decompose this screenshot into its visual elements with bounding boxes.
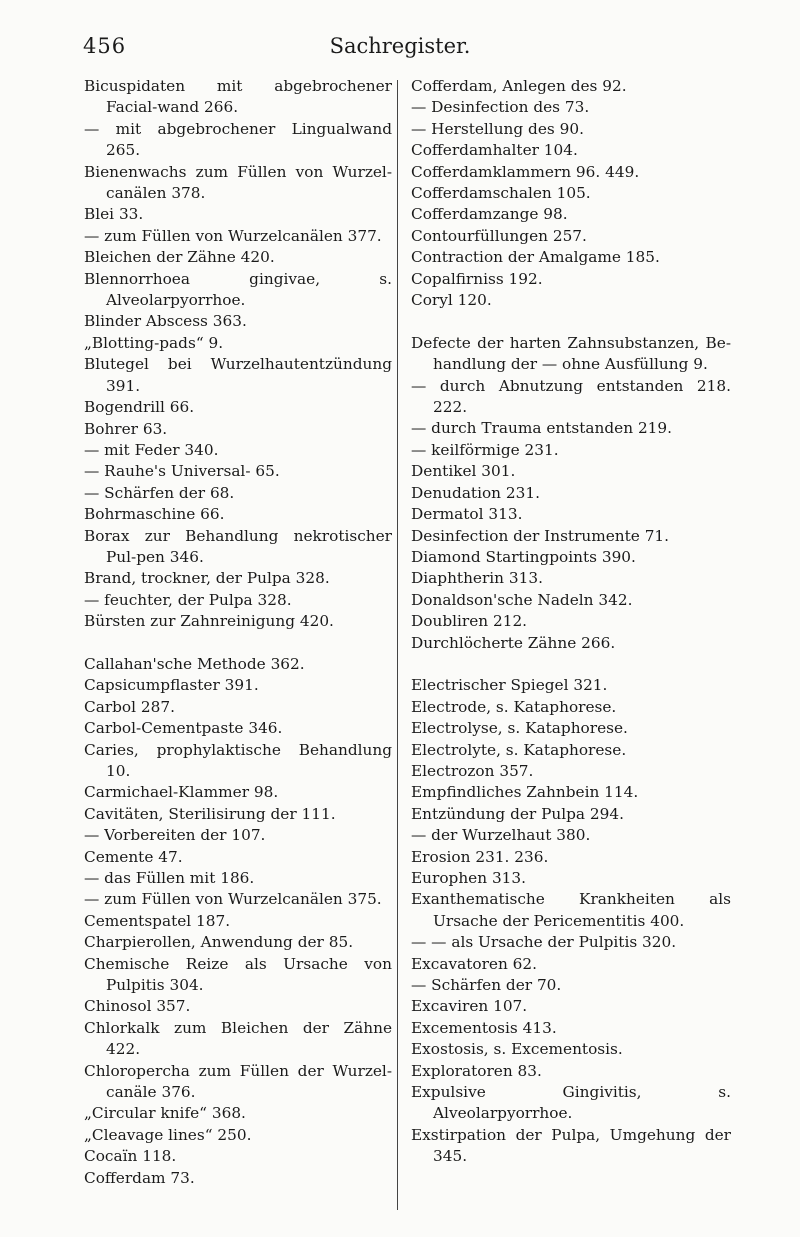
index-entry: Blennorrhoea gingivae, s. Alveolarpyorrhoe. [84,269,392,310]
page-title: Sachregister. [329,34,471,58]
index-entry: Bohrer 63. [84,419,168,438]
index-column-left [84,76,392,1189]
index-entry: Blinder Abscess 363. [84,312,247,331]
index-entry: Capsicumpflaster 391. [84,676,259,695]
index-entry: Carmichael-Klammer 98. [84,783,279,802]
index-entry: Bogendrill 66. [84,398,195,417]
index-entry: Diaphtherin 313. [411,569,543,588]
index-entry: „Blotting-pads“ 9. [84,333,224,352]
index-entry: Bleichen der Zähne 420. [84,248,275,267]
index-entry: Electrozon 357. [411,761,534,780]
index-entry: Expulsive Gingivitis, s. Alveolarpyorrhoe. [411,1083,731,1123]
index-entry: — Herstellung des 90. [411,119,584,138]
index-entry: — Schärfen der 68. [84,483,235,502]
index-entry: Europhen 313. [411,869,527,887]
index-entry: Bürsten zur Zahnreinigung 420. [84,612,334,631]
index-entry: Electrolyte, s. Kataphorese. [411,740,627,759]
index-entry: „Circular knife“ 368. [84,1104,246,1123]
index-entry: Cofferdamklammern 96. 449. [411,162,640,181]
index-entry: Coryl 120. [411,291,492,310]
index-entry: Desinfection der Instrumente 71. [411,526,670,545]
index-entry: Entzündung der Pulpa 294. [411,804,624,823]
page-number: 456 [83,34,127,58]
index-entry: Contraction der Amalgame 185. [411,248,660,267]
index-entry: Excaviren 107. [411,997,528,1016]
index-entry: Chloropercha zum Füllen der Wurzel-canäle 376. [84,1061,392,1102]
index-entry: Durchlöcherte Zähne 266. [411,633,616,652]
index-entry: — durch Trauma entstanden 219. [411,419,673,438]
index-entry: Bicuspidaten mit abgebrochener Facial-wand 266. [84,77,392,117]
index-entry: — durch Abnutzung entstanden 218. 222. [411,376,731,417]
index-entry: Copalfirniss 192. [411,269,543,288]
index-entry: Callahan'sche Methode 362. [84,654,305,673]
index-column-right [411,76,731,1168]
index-entry: Cofferdamzange 98. [411,205,568,224]
index-entry: Exstirpation der Pulpa, Umgehung der 345. [411,1125,731,1166]
index-entry: Bohrmaschine 66. [84,505,225,524]
index-entry: — Vorbereiten der 107. [84,826,266,845]
index-entry: Exploratoren 83. [411,1061,542,1080]
index-entry: Carbol-Cementpaste 346. [84,719,283,738]
index-entry: — Schärfen der 70. [411,976,562,995]
index-entry: Cementspatel 187. [84,911,231,930]
index-entry: — feuchter, der Pulpa 328. [84,590,292,609]
index-entry: — mit Feder 340. [84,440,219,459]
index-entry: Charpierollen, Anwendung der 85. [84,933,354,952]
index-entry: Erosion 231. 236. [411,847,549,866]
index-entry: — zum Füllen von Wurzelcanälen 377. [84,226,382,245]
index-entry: Electrolyse, s. Kataphorese. [411,719,628,738]
index-entry: Doubliren 212. [411,612,528,631]
section-gap [411,311,731,332]
index-entry: Cavitäten, Sterilisirung der 111. [84,804,336,823]
index-entry: „Cleavage lines“ 250. [84,1125,252,1144]
section-gap [411,654,731,675]
column-divider [397,80,398,1210]
index-entry: Caries, prophylaktische Behandlung 10. [84,740,392,780]
index-entry: Chinosol 357. [84,997,191,1016]
index-entry: — keilförmige 231. [411,440,559,459]
index-entry: Defecte der harten Zahnsubstanzen, Be-handlung der — ohne Ausfüllung 9. [411,333,731,374]
index-entry: Exanthematische Krankheiten als Ursache der Pericementitis 400. [411,890,731,930]
index-entry: Donaldson'sche Nadeln 342. [411,590,633,609]
index-entry: Cofferdam, Anlegen des 92. [411,77,627,95]
index-entry: Dentikel 301. [411,462,516,481]
index-entry: Blei 33. [84,205,144,224]
index-entry: — mit abgebrochener Lingualwand 265. [84,119,392,160]
section-gap [84,633,392,654]
index-entry: Exostosis, s. Excementosis. [411,1040,623,1059]
index-entry: Excavatoren 62. [411,954,538,973]
index-entry: Electrode, s. Kataphorese. [411,697,617,716]
index-entry: Borax zur Behandlung nekrotischer Pul-pen 346. [84,526,392,566]
index-entry: — — als Ursache der Pulpitis 320. [411,933,677,952]
index-entry: — Desinfection des 73. [411,98,590,117]
index-entry: Cofferdamschalen 105. [411,184,591,203]
index-entry: Contourfüllungen 257. [411,226,587,245]
index-entry: Diamond Startingpoints 390. [411,547,636,566]
index-entry: Denudation 231. [411,483,540,502]
index-entry: Cocaïn 118. [84,1147,177,1166]
index-entry: Brand, trockner, der Pulpa 328. [84,569,330,588]
index-entry: Electrischer Spiegel 321. [411,676,608,695]
page-header [0,34,800,66]
index-entry: Chemische Reize als Ursache von Pulpitis 304. [84,954,392,995]
index-entry: Cofferdam 73. [84,1168,195,1187]
index-entry: Bienenwachs zum Füllen von Wurzel-canälen 378. [84,162,392,203]
index-entry: Blutegel bei Wurzelhautentzündung 391. [84,355,392,395]
index-entry: — zum Füllen von Wurzelcanälen 375. [84,890,382,909]
index-entry: Carbol 287. [84,697,175,716]
index-entry: — der Wurzelhaut 380. [411,826,591,845]
index-entry: Cemente 47. [84,847,183,866]
index-entry: — Rauhe's Universal- 65. [84,462,280,481]
index-entry: Excementosis 413. [411,1018,557,1037]
index-entry: Dermatol 313. [411,505,523,524]
index-entry: Chlorkalk zum Bleichen der Zähne 422. [84,1018,392,1059]
index-entry: Empfindliches Zahnbein 114. [411,783,639,802]
index-entry: — das Füllen mit 186. [84,869,255,888]
index-entry: Cofferdamhalter 104. [411,141,578,160]
